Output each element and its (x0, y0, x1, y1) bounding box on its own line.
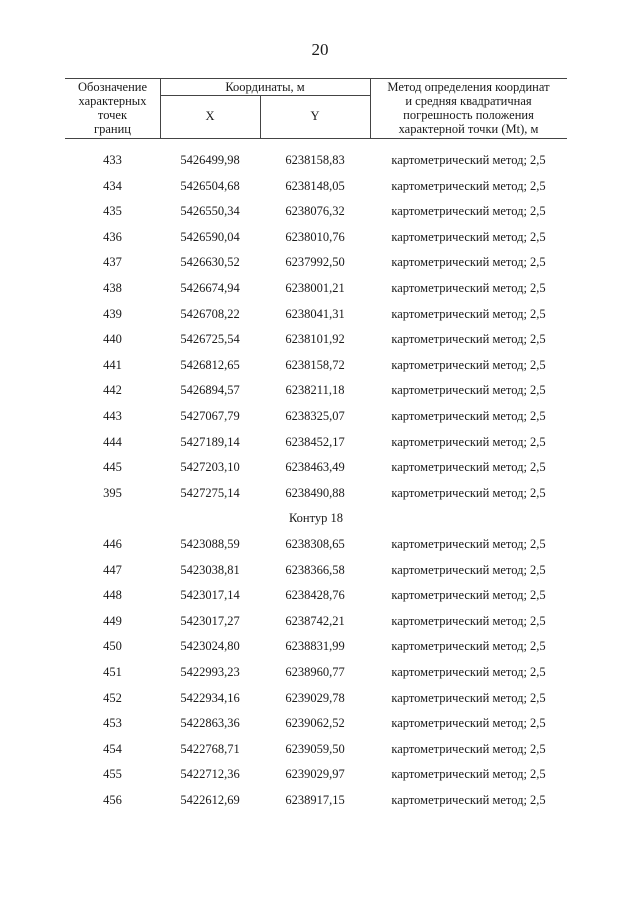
table-row (65, 404, 567, 430)
y-coordinate: 6238211,18 (285, 383, 345, 398)
point-number: 452 (103, 690, 122, 705)
point-number: 439 (103, 306, 122, 321)
header-y: Y (310, 109, 320, 123)
point-number: 444 (103, 434, 122, 449)
page-number: 20 (311, 40, 329, 59)
y-coordinate: 6238101,92 (285, 332, 345, 347)
y-coordinate: 6238366,58 (285, 562, 345, 577)
header-designation: Обозначение характерных точек границ (77, 80, 148, 136)
method: картометрический метод; 2,5 (391, 767, 546, 782)
x-coordinate: 5422934,16 (180, 690, 240, 705)
header-coordinates: Координаты, м (225, 80, 305, 94)
point-number: 434 (103, 178, 122, 193)
y-coordinate: 6238308,65 (285, 537, 345, 551)
table-row (65, 481, 567, 507)
x-coordinate: 5422612,69 (180, 793, 240, 807)
point-number: 433 (103, 153, 122, 167)
method: картометрический метод; 2,5 (391, 255, 546, 270)
x-coordinate: 5427067,79 (180, 409, 240, 423)
table-row (65, 634, 567, 660)
table-row (65, 455, 567, 481)
point-number: 443 (103, 409, 122, 423)
coordinates-table (65, 78, 567, 807)
y-coordinate: 6238041,31 (285, 306, 345, 321)
method: картометрический метод; 2,5 (391, 229, 546, 244)
table-row (65, 148, 567, 174)
point-number: 447 (103, 562, 122, 577)
method: картометрический метод; 2,5 (391, 588, 546, 603)
table-row (65, 558, 567, 584)
y-coordinate: 6238463,49 (285, 460, 345, 475)
method: картометрический метод; 2,5 (391, 434, 546, 449)
point-number: 445 (103, 460, 122, 475)
method: картометрический метод; 2,5 (391, 639, 546, 654)
table-row (65, 225, 567, 251)
x-coordinate: 5423024,80 (180, 639, 240, 654)
y-coordinate: 6238452,17 (285, 434, 345, 449)
y-coordinate: 6238001,21 (285, 281, 345, 295)
table-row (65, 302, 567, 328)
table-row (65, 711, 567, 737)
table-row (65, 583, 567, 609)
x-coordinate: 5423088,59 (180, 537, 240, 551)
y-coordinate: 6239029,78 (285, 690, 345, 705)
point-number: 438 (103, 281, 122, 295)
x-coordinate: 5422768,71 (180, 741, 240, 756)
method: картометрический метод; 2,5 (391, 383, 546, 398)
method: картометрический метод; 2,5 (391, 665, 546, 679)
x-coordinate: 5426894,57 (180, 383, 240, 398)
y-coordinate: 6238917,15 (285, 793, 345, 807)
point-number: 456 (103, 793, 122, 807)
table-row (65, 660, 567, 686)
point-number: 454 (103, 741, 122, 756)
x-coordinate: 5427203,10 (180, 460, 240, 475)
method: картометрический метод; 2,5 (391, 485, 546, 500)
y-coordinate: 6238960,77 (285, 665, 345, 679)
method: картометрический метод; 2,5 (391, 281, 546, 295)
y-coordinate: 6238742,21 (285, 613, 345, 628)
y-coordinate: 6238490,88 (285, 485, 345, 500)
x-coordinate: 5423017,14 (180, 588, 240, 603)
table-row (65, 276, 567, 302)
y-coordinate: 6237992,50 (285, 255, 345, 270)
method: картометрический метод; 2,5 (391, 690, 546, 705)
point-number: 455 (103, 767, 122, 782)
method: картометрический метод; 2,5 (391, 793, 546, 807)
point-number: 442 (103, 383, 122, 398)
point-number: 451 (103, 665, 122, 679)
method: картометрический метод; 2,5 (391, 741, 546, 756)
table-row (65, 737, 567, 763)
point-number: 437 (103, 255, 122, 270)
point-number: 440 (103, 332, 122, 347)
point-number: 453 (103, 716, 122, 731)
x-coordinate: 5426812,65 (180, 357, 240, 372)
table-row (65, 378, 567, 404)
x-coordinate: 5426630,52 (180, 255, 240, 270)
x-coordinate: 5426499,98 (180, 153, 240, 167)
y-coordinate: 6238010,76 (285, 229, 345, 244)
y-coordinate: 6239059,50 (285, 741, 345, 756)
table-row (65, 532, 567, 558)
x-coordinate: 5426550,34 (180, 204, 240, 219)
point-number: 448 (103, 588, 122, 603)
header-subdivider (160, 95, 370, 96)
x-coordinate: 5427189,14 (180, 434, 240, 449)
table-row (65, 430, 567, 456)
x-coordinate: 5426590,04 (180, 229, 240, 244)
table-row (65, 327, 567, 353)
method: картометрический метод; 2,5 (391, 613, 546, 628)
y-coordinate: 6238428,76 (285, 588, 345, 603)
header-method: Метод определения координат и средняя квадратичная погрешность положения характерной точки (Mt), м (387, 80, 550, 136)
table-row (65, 762, 567, 788)
table-row (65, 199, 567, 225)
y-coordinate: 6238148,05 (285, 178, 345, 193)
point-number: 441 (103, 357, 122, 372)
y-coordinate: 6238325,07 (285, 409, 345, 423)
method: картометрический метод; 2,5 (391, 306, 546, 321)
method: картометрический метод; 2,5 (391, 409, 546, 423)
method: картометрический метод; 2,5 (391, 153, 546, 167)
method: картометрический метод; 2,5 (391, 204, 546, 219)
point-number: 435 (103, 204, 122, 219)
table-row (65, 174, 567, 200)
x-coordinate: 5423017,27 (180, 613, 240, 628)
y-coordinate: 6239062,52 (285, 716, 345, 731)
x-coordinate: 5427275,14 (180, 485, 240, 500)
point-number: 449 (103, 613, 122, 628)
x-coordinate: 5426708,22 (180, 306, 240, 321)
y-coordinate: 6238076,32 (285, 204, 345, 219)
table-row (65, 353, 567, 379)
table-row (65, 788, 567, 814)
x-coordinate: 5422993,23 (180, 665, 240, 679)
point-number: 446 (103, 537, 122, 551)
table-row (65, 250, 567, 276)
y-coordinate: 6238158,72 (285, 357, 345, 372)
point-number: 436 (103, 229, 122, 244)
header-x: X (205, 109, 215, 123)
table-header (65, 78, 567, 139)
x-coordinate: 5423038,81 (180, 562, 240, 577)
method: картометрический метод; 2,5 (391, 562, 546, 577)
x-coordinate: 5422863,36 (180, 716, 240, 731)
method: картометрический метод; 2,5 (391, 178, 546, 193)
y-coordinate: 6238158,83 (285, 153, 345, 167)
method: картометрический метод; 2,5 (391, 537, 546, 551)
table-row (65, 609, 567, 635)
method: картометрический метод; 2,5 (391, 357, 546, 372)
x-coordinate: 5426504,68 (180, 178, 240, 193)
y-coordinate: 6238831,99 (285, 639, 345, 654)
point-number: 395 (103, 485, 122, 500)
table-row (65, 686, 567, 712)
method: картометрический метод; 2,5 (391, 332, 546, 347)
contour-label: Контур 18 (288, 511, 344, 526)
y-coordinate: 6239029,97 (285, 767, 345, 782)
point-number: 450 (103, 639, 122, 654)
method: картометрический метод; 2,5 (391, 716, 546, 731)
x-coordinate: 5426674,94 (180, 281, 240, 295)
x-coordinate: 5426725,54 (180, 332, 240, 347)
method: картометрический метод; 2,5 (391, 460, 546, 475)
x-coordinate: 5422712,36 (180, 767, 240, 782)
